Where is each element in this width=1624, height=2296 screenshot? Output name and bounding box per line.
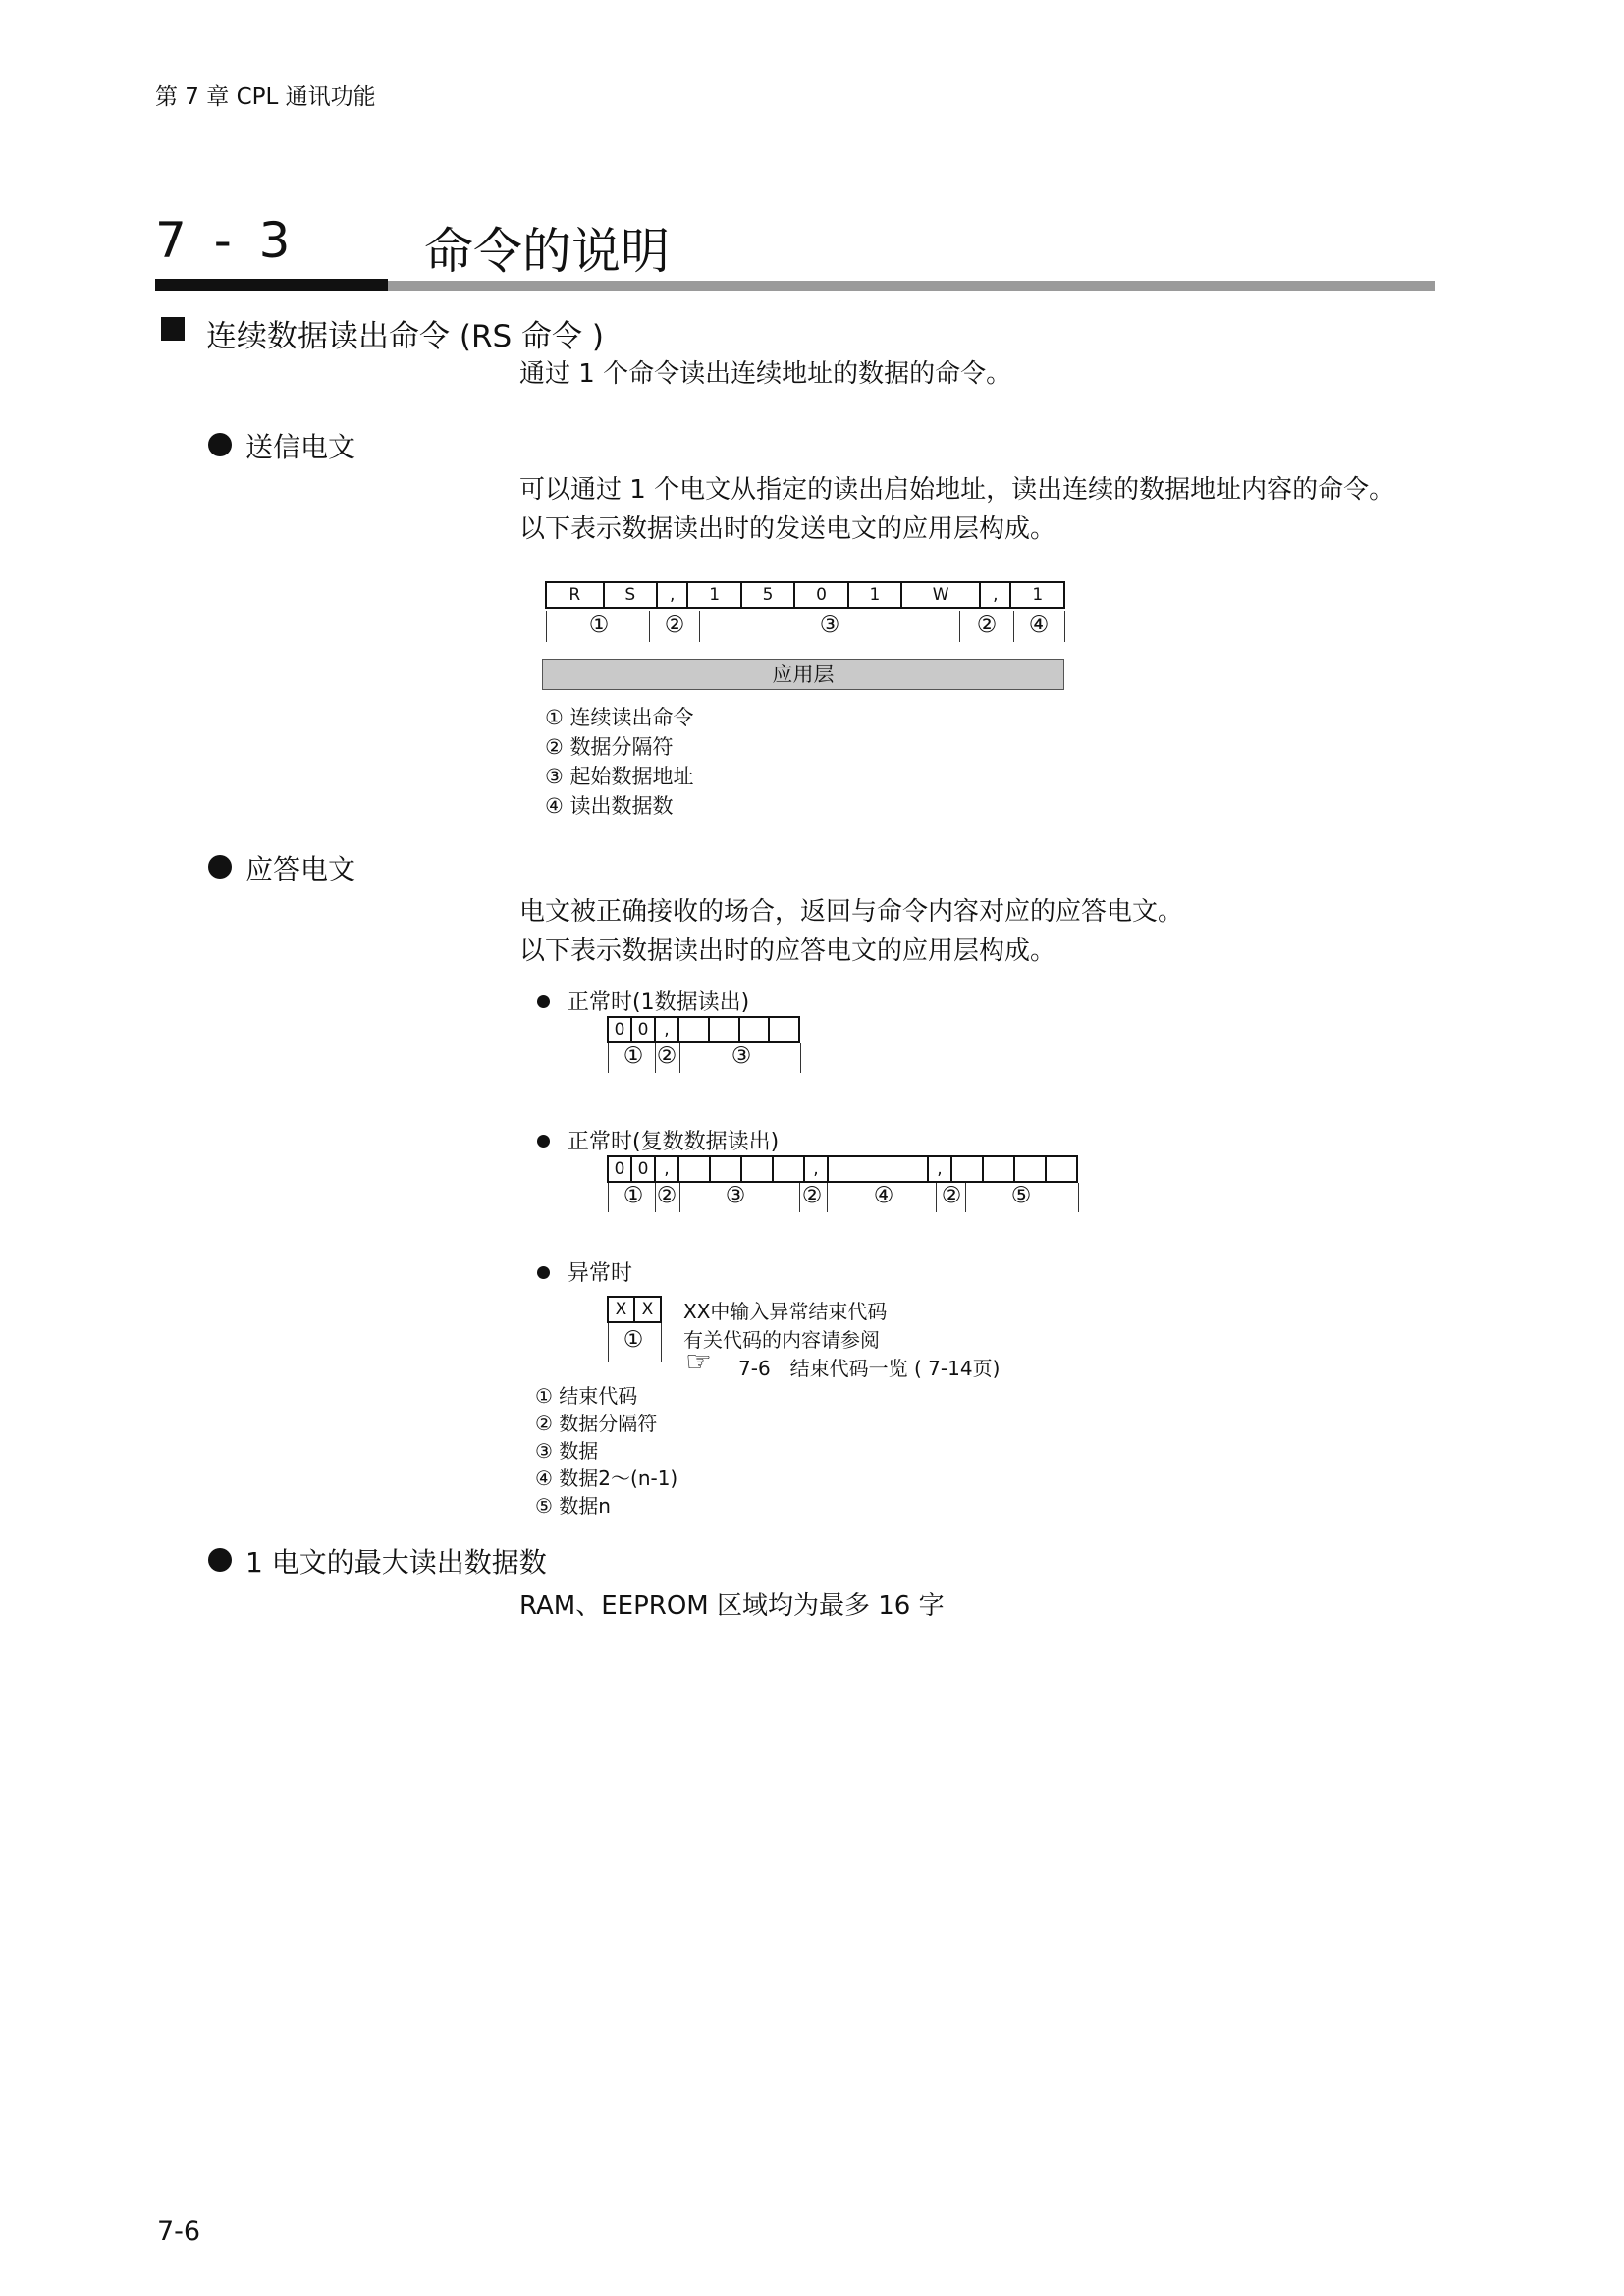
frame-mark: ② bbox=[941, 1183, 962, 1208]
frame-mark: ② bbox=[656, 1183, 677, 1208]
frame-mark: ③ bbox=[731, 1043, 752, 1069]
title-rule-dark bbox=[155, 279, 388, 291]
frame-mark: ② bbox=[976, 613, 998, 638]
pointing-hand-icon: ☞ bbox=[685, 1345, 712, 1379]
frame-cell: 1 bbox=[848, 582, 901, 608]
frame-cell: W bbox=[901, 582, 980, 608]
send-heading: 送信电文 bbox=[245, 431, 356, 463]
frame-cell: S bbox=[604, 582, 657, 608]
frame-cell: , bbox=[928, 1156, 951, 1182]
frame-cell bbox=[709, 1017, 739, 1042]
frame-cell: 0 bbox=[631, 1017, 655, 1042]
frame-mark: ① bbox=[623, 1183, 644, 1208]
frame-cell: 0 bbox=[794, 582, 847, 608]
abnormal-note2: 有关代码的内容请参阅 bbox=[683, 1328, 880, 1352]
frame-mark: ④ bbox=[873, 1183, 894, 1208]
frame-cell: 1 bbox=[1010, 582, 1064, 608]
frame-cell bbox=[769, 1017, 799, 1042]
send-line2: 以下表示数据读出时的发送电文的应用层构成。 bbox=[519, 514, 1056, 544]
frame-cell: 0 bbox=[631, 1156, 655, 1182]
frame-cell: X bbox=[608, 1297, 634, 1322]
legend-item: ① 连续读出命令 bbox=[545, 706, 694, 729]
response-heading: 应答电文 bbox=[245, 853, 356, 885]
legend-item: ④ 数据2～(n-1) bbox=[535, 1467, 678, 1490]
frame-mark: ① bbox=[588, 613, 610, 638]
frame-cell: X bbox=[634, 1297, 661, 1322]
title-rule-gray bbox=[388, 281, 1435, 291]
normal2-label: 正常时(复数数据读出) bbox=[568, 1130, 780, 1154]
legend-item: ③ 起始数据地址 bbox=[545, 765, 694, 788]
frame-mark: ⑤ bbox=[1010, 1183, 1032, 1208]
chapter-header: 第 7 章 CPL 通讯功能 bbox=[155, 84, 376, 110]
frame-mark: ④ bbox=[1028, 613, 1050, 638]
frame-mark: ② bbox=[656, 1043, 677, 1069]
legend-item: ③ 数据 bbox=[535, 1439, 599, 1463]
small-bullet-icon bbox=[537, 1266, 550, 1279]
normal1-frame bbox=[607, 1016, 800, 1043]
frame-cell: 0 bbox=[608, 1156, 631, 1182]
subsection-intro: 通过 1 个命令读出连续地址的数据的命令。 bbox=[519, 359, 1012, 389]
bullet-icon bbox=[208, 433, 232, 456]
frame-cell: R bbox=[546, 582, 604, 608]
frame-cell bbox=[741, 1156, 773, 1182]
section-title: 命令的说明 bbox=[424, 223, 670, 280]
frame-mark: ② bbox=[664, 613, 685, 638]
frame-cell: , bbox=[804, 1156, 828, 1182]
frame-cell: , bbox=[980, 582, 1010, 608]
frame-cell bbox=[710, 1156, 741, 1182]
frame-cell: , bbox=[655, 1156, 678, 1182]
frame-mark: ② bbox=[801, 1183, 823, 1208]
legend-item: ④ 读出数据数 bbox=[545, 794, 674, 818]
frame-cell: , bbox=[655, 1017, 678, 1042]
response-legend bbox=[535, 1382, 677, 1520]
frame-cell bbox=[773, 1156, 804, 1182]
frame-mark: ① bbox=[623, 1327, 644, 1353]
bullet-icon bbox=[208, 1548, 232, 1572]
frame-mark: ① bbox=[623, 1043, 644, 1069]
legend-item: ② 数据分隔符 bbox=[545, 735, 674, 759]
frame-cell bbox=[828, 1156, 928, 1182]
max-heading: 1 电文的最大读出数据数 bbox=[245, 1546, 547, 1578]
small-bullet-icon bbox=[537, 1135, 550, 1148]
frame-cell: 1 bbox=[687, 582, 740, 608]
legend-item: ① 结束代码 bbox=[535, 1384, 638, 1408]
frame-cell bbox=[678, 1156, 710, 1182]
send-legend bbox=[545, 703, 694, 821]
send-line1: 可以通过 1 个电文从指定的读出启始地址，读出连续的数据地址内容的命令。 bbox=[519, 475, 1395, 505]
abnormal-frame bbox=[607, 1296, 662, 1323]
frame-cell bbox=[983, 1156, 1014, 1182]
frame-cell bbox=[1046, 1156, 1077, 1182]
frame-cell: 5 bbox=[741, 582, 794, 608]
response-line1: 电文被正确接收的场合，返回与命令内容对应的应答电文。 bbox=[519, 897, 1184, 927]
frame-cell bbox=[739, 1017, 770, 1042]
frame-cell: 0 bbox=[608, 1017, 631, 1042]
subsection-title: 连续数据读出命令 (RS 命令 ) bbox=[206, 319, 604, 354]
abnormal-ref[interactable]: 7-6 结束代码一览 ( 7-14页) bbox=[738, 1357, 1001, 1380]
application-layer-bar: 应用层 bbox=[542, 659, 1064, 690]
send-frame bbox=[545, 581, 1065, 609]
legend-item: ② 数据分隔符 bbox=[535, 1412, 658, 1435]
small-bullet-icon bbox=[537, 995, 550, 1008]
frame-cell: , bbox=[657, 582, 687, 608]
normal1-label: 正常时(1数据读出) bbox=[568, 990, 750, 1015]
section-number: 7 - 3 bbox=[155, 212, 297, 269]
frame-cell bbox=[678, 1017, 709, 1042]
legend-item: ⑤ 数据n bbox=[535, 1494, 611, 1518]
bullet-icon bbox=[208, 855, 232, 879]
normal2-frame bbox=[607, 1155, 1078, 1183]
page-number: 7-6 bbox=[157, 2216, 201, 2247]
max-text: RAM、EEPROM 区域均为最多 16 字 bbox=[519, 1591, 945, 1621]
frame-mark: ③ bbox=[725, 1183, 746, 1208]
frame-cell bbox=[951, 1156, 983, 1182]
frame-mark: ③ bbox=[819, 613, 840, 638]
abnormal-label: 异常时 bbox=[568, 1261, 633, 1286]
abnormal-note1: XX中输入异常结束代码 bbox=[683, 1300, 888, 1323]
response-line2: 以下表示数据读出时的应答电文的应用层构成。 bbox=[519, 936, 1056, 966]
frame-cell bbox=[1014, 1156, 1046, 1182]
square-bullet-icon bbox=[161, 317, 185, 341]
